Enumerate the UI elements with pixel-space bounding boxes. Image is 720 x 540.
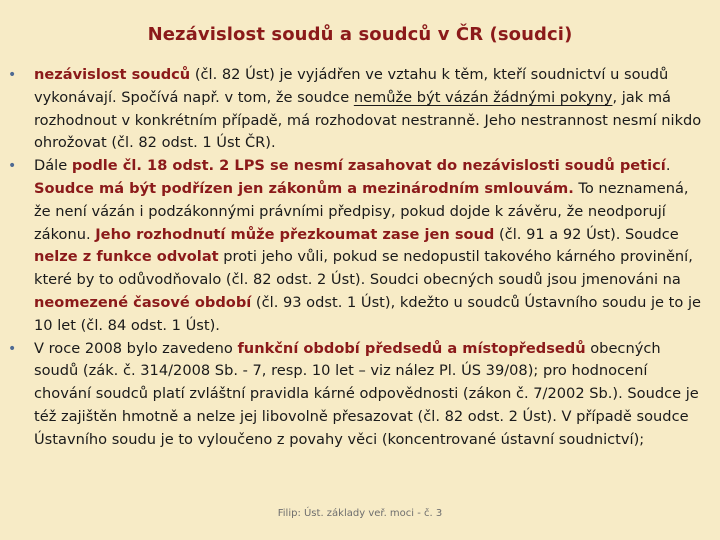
- bullet-1-text: (čl. 82 Úst) je vyjádřen ve vztahu k těm, kteří soudnictví u soudů vykonávají. Spočívá např. v tom, že soudce: [34, 66, 669, 106]
- bullet-2-bold: nelze z funkce odvolat: [34, 248, 219, 266]
- bullet-2-text: Dále: [34, 157, 72, 175]
- bullet-marker: •: [8, 340, 17, 357]
- bullet-marker: •: [8, 158, 17, 175]
- bullet-3-bold: funkční období předsedů a místopředsedů: [237, 339, 586, 357]
- bullet-item-2: [6, 155, 706, 337]
- bullet-1-underlined: nemůže být vázán žádnými pokyny: [353, 88, 613, 106]
- bullet-2-bold: Soudce má být podřízen jen zákonům a mezinárodním smlouvám.: [34, 179, 574, 197]
- bullet-2-bold: neomezené časové období: [34, 293, 252, 311]
- bullet-2-text: proti jeho vůli, pokud se nedopustil takového kárného provinění, které by to odůvodňovalo (čl. 82 odst. 2 Úst). Soudci obecných soudů jsou jmenováni na: [34, 248, 693, 289]
- bullet-2-text: .: [665, 157, 671, 175]
- bullet-3-text: obecných soudů (zák. č. 314/2008 Sb. - 7, resp. 10 let – viz nález Pl. ÚS 39/08); pro hodnocení chování soudců platí zvláštní pravidla kárné odpovědnosti (zákon č. 7/2002 Sb.). Soudce je též zajištěn hmotně a nelze jej libovolně přesazovat (čl. 82 odst. 2 Úst). V případě soudce Ústavního soudu je to vyloučeno z povahy věci (koncentrované ústavní soudnictví);: [34, 339, 699, 448]
- slide-content: [6, 64, 706, 452]
- bullet-3-text: V roce 2008 bylo zavedeno: [34, 339, 238, 357]
- bullet-marker: •: [8, 67, 17, 83]
- slide-title: Nezávislost soudů a soudců v ČR (soudci): [147, 24, 573, 45]
- bullet-1-text-end: , jak má rozhodnout v konkrétním případě, má rozhodovat nestranně. Jeho nestrannost nesmí nikdo ohrožovat (čl. 82 odst. 1 Úst ČR).: [34, 88, 702, 152]
- bullet-item-3: [6, 338, 706, 452]
- slide-footer: Filip: Úst. základy veř. moci - č. 3: [277, 508, 443, 519]
- bullet-2-bold: Jeho rozhodnutí může přezkoumat zase jen soud: [95, 225, 495, 243]
- bullet-2-text: (čl. 91 a 92 Úst). Soudce: [494, 225, 679, 243]
- bullet-2-text: (čl. 93 odst. 1 Úst), kdežto u soudců Ústavního soudu je to je 10 let (čl. 84 odst. 1 Úst).: [34, 293, 702, 334]
- bullet-2-bold: podle čl. 18 odst. 2 LPS se nesmí zasahovat do nezávislosti soudů peticí: [71, 157, 666, 175]
- bullet-2-text: To neznamená, že není vázán i podzákonnými právními předpisy, pokud dojde k závěru, že neodporují zákonu.: [34, 179, 689, 243]
- bullet-1-bold: nezávislost soudců: [34, 66, 191, 83]
- bullet-item-1: [6, 64, 706, 155]
